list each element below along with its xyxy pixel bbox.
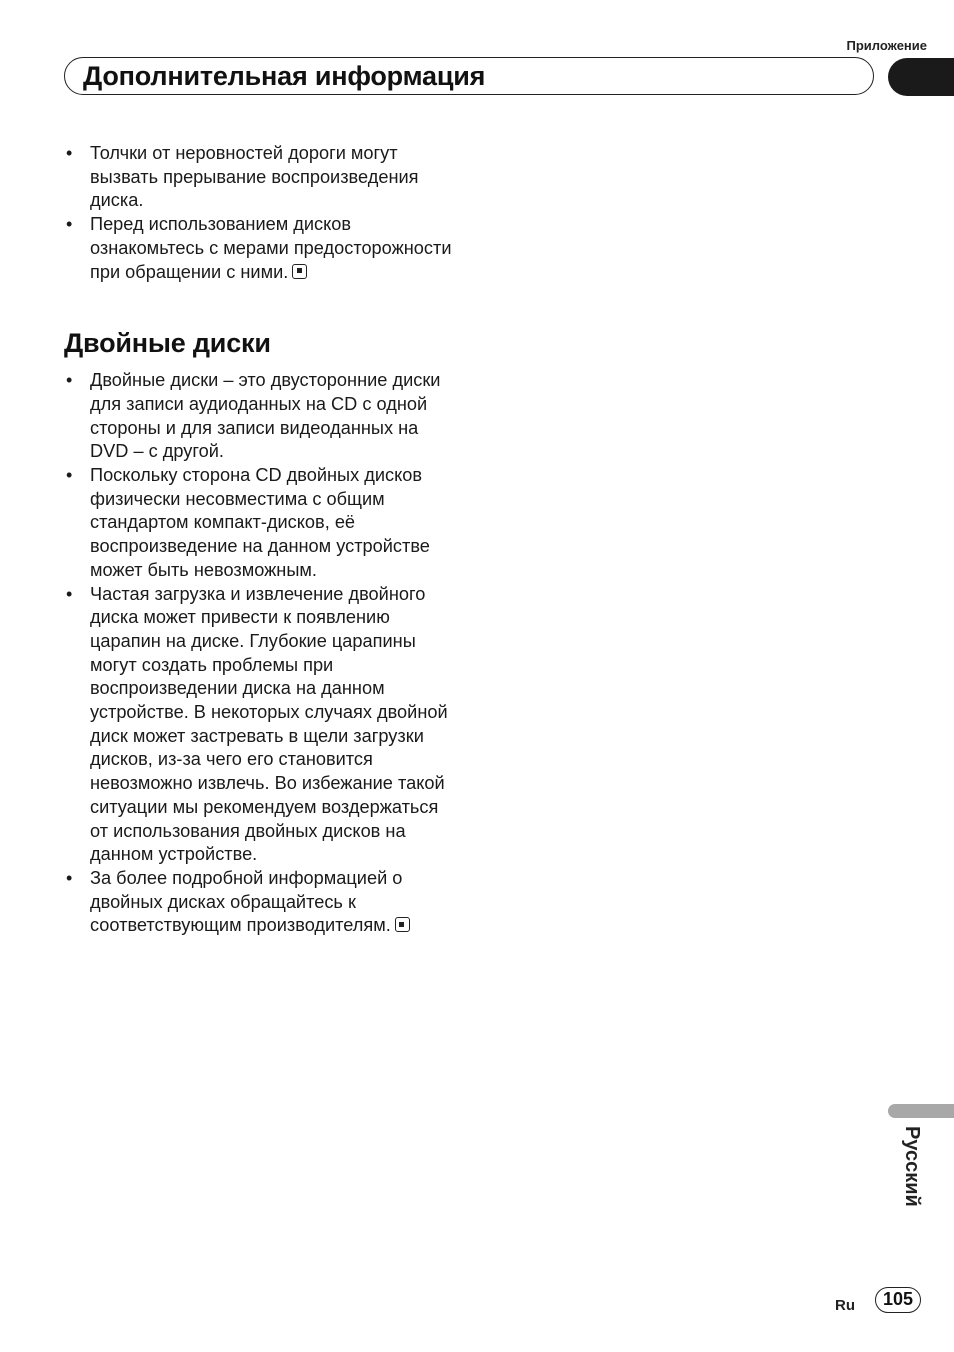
end-of-section-icon bbox=[395, 917, 410, 932]
section-heading: Двойные диски bbox=[64, 328, 271, 359]
list-item bbox=[64, 464, 456, 583]
page-title: Дополнительная информация bbox=[83, 61, 486, 91]
bullet-icon: • bbox=[66, 143, 73, 163]
list-item bbox=[64, 213, 456, 284]
list-item bbox=[64, 369, 456, 464]
language-tab bbox=[888, 1104, 954, 1118]
list-item-text: Частая загрузка и извлечение двойного диска может привести к появлению царапин на диске. Глубокие царапины могут создать проблемы при воспроизведении диска на данном устройстве. В некоторых случаях двойной диск может застревать в щели загрузки дисков, из-за чего его становится невозможно извлечь. Во избежание такой ситуации мы рекомендуем воздержаться от использования двойных дисков на данном устройстве. bbox=[90, 583, 448, 865]
list-item bbox=[64, 867, 456, 938]
list-item-text: Поскольку сторона CD двойных дисков физически несовместима с общим стандартом компакт-дисков, её воспроизведение на данном устройстве может быть невозможным. bbox=[90, 465, 430, 580]
bullet-icon: • bbox=[66, 465, 73, 486]
dual-disc-bullet-list bbox=[64, 369, 456, 938]
header-bar bbox=[64, 57, 874, 95]
list-item-text: Двойные диски – это двусторонние диски для записи аудиоданных на CD с одной стороны и для записи видеоданных на DVD – с другой. bbox=[90, 370, 441, 462]
list-item-text: Перед использованием дисков ознакомьтесь с мерами предосторожности при обращении с ними. bbox=[90, 214, 452, 282]
end-of-section-icon bbox=[292, 264, 307, 279]
bullet-icon: • bbox=[66, 214, 73, 235]
chapter-tab bbox=[888, 58, 954, 96]
bullet-icon: • bbox=[66, 583, 73, 604]
list-item-text: За более подробной информацией о двойных дисках обращайтесь к соответствующим производителям. bbox=[90, 867, 403, 936]
section-label: Приложение bbox=[846, 38, 927, 53]
list-item bbox=[64, 142, 456, 213]
bullet-icon: • bbox=[66, 867, 73, 888]
list-item-text: Толчки от неровностей дороги могут вызвать прерывание воспроизведения диска. bbox=[90, 143, 419, 211]
bullet-icon: • bbox=[66, 370, 73, 391]
list-item bbox=[64, 583, 456, 867]
page-number: 105 bbox=[875, 1287, 921, 1313]
main-content bbox=[64, 142, 456, 938]
language-code: Ru bbox=[835, 1297, 855, 1314]
intro-bullet-list bbox=[64, 142, 456, 284]
language-label: Русский bbox=[901, 1126, 923, 1207]
